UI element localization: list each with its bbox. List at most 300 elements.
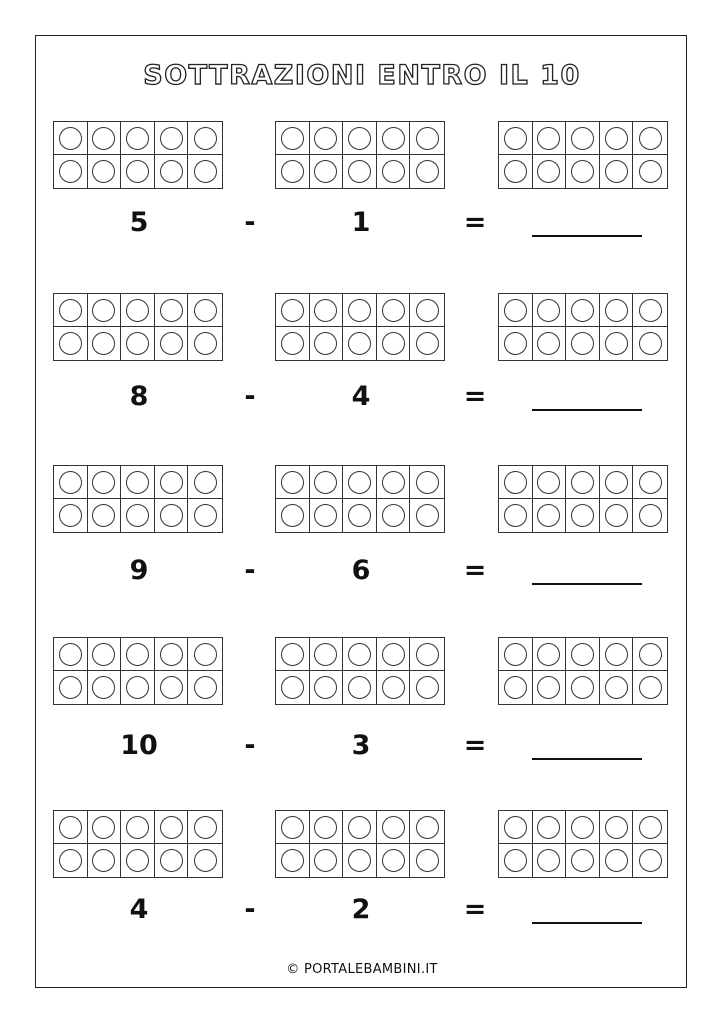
counter-circle-icon [194,816,217,839]
counter-circle-icon [605,299,628,322]
ten-frame-cell [121,499,155,532]
ten-frame-cell [499,671,533,704]
ten-frame-cell [600,155,634,188]
counter-circle-icon [639,471,662,494]
counter-circle-icon [281,849,304,872]
ten-frame-cell [343,155,377,188]
ten-frame-cell [410,466,444,499]
counter-circle-icon [537,160,560,183]
subtrahend: 1 [351,207,371,238]
ten-frame-cell [566,294,600,327]
answer-blank[interactable] [532,409,642,411]
minus-sign: - [244,381,256,412]
counter-circle-icon [126,849,149,872]
counter-circle-icon [416,676,439,699]
ten-frame-cell [600,844,634,877]
ten-frame-cell [600,294,634,327]
ten-frame-cell [88,294,122,327]
ten-frame-cell [88,499,122,532]
ten-frame-cell [276,671,310,704]
minuend: 8 [129,381,149,412]
counter-circle-icon [92,160,115,183]
counter-circle-icon [382,676,405,699]
counter-circle-icon [571,643,594,666]
counter-circle-icon [59,676,82,699]
ten-frame-cell [121,638,155,671]
ten-frame-cell [377,638,411,671]
ten-frame-cell [54,122,88,155]
counter-circle-icon [639,643,662,666]
ten-frame-cell [54,844,88,877]
ten-frame-cell [88,466,122,499]
counter-circle-icon [160,849,183,872]
counter-circle-icon [382,816,405,839]
counter-circle-icon [605,160,628,183]
counter-circle-icon [382,127,405,150]
copyright-footer: © PORTALEBAMBINI.IT [286,962,438,977]
ten-frame-cell [633,327,667,360]
problem-4-frames [0,637,724,707]
counter-circle-icon [416,816,439,839]
counter-circle-icon [571,816,594,839]
counter-circle-icon [504,127,527,150]
ten-frame-cell [566,638,600,671]
counter-circle-icon [348,471,371,494]
counter-circle-icon [194,299,217,322]
ten-frame-cell [499,122,533,155]
ten-frame-subtrahend [275,465,445,533]
counter-circle-icon [537,471,560,494]
subtrahend: 2 [351,894,371,925]
counter-circle-icon [537,643,560,666]
counter-circle-icon [605,332,628,355]
ten-frame-cell [310,155,344,188]
ten-frame-cell [310,122,344,155]
ten-frame-cell [533,155,567,188]
counter-circle-icon [348,299,371,322]
ten-frame-cell [410,327,444,360]
counter-circle-icon [194,676,217,699]
ten-frame-cell [121,466,155,499]
counter-circle-icon [605,643,628,666]
counter-circle-icon [537,676,560,699]
ten-frame-cell [310,844,344,877]
counter-circle-icon [504,471,527,494]
counter-circle-icon [314,332,337,355]
counter-circle-icon [281,127,304,150]
counter-circle-icon [59,504,82,527]
ten-frame-cell [499,811,533,844]
ten-frame-cell [276,638,310,671]
ten-frame-subtrahend [275,637,445,705]
minuend: 10 [120,730,158,761]
ten-frame-cell [633,811,667,844]
counter-circle-icon [314,816,337,839]
ten-frame-cell [343,638,377,671]
counter-circle-icon [126,504,149,527]
ten-frame-cell [633,466,667,499]
ten-frame-cell [499,638,533,671]
ten-frame-cell [155,499,189,532]
ten-frame-cell [54,327,88,360]
ten-frame-cell [121,155,155,188]
ten-frame-cell [121,122,155,155]
counter-circle-icon [639,332,662,355]
ten-frame-cell [377,671,411,704]
ten-frame-cell [533,638,567,671]
counter-circle-icon [571,160,594,183]
counter-circle-icon [571,332,594,355]
counter-circle-icon [281,299,304,322]
ten-frame-cell [600,327,634,360]
ten-frame-cell [377,811,411,844]
counter-circle-icon [416,849,439,872]
counter-circle-icon [314,471,337,494]
counter-circle-icon [92,332,115,355]
ten-frame-cell [276,844,310,877]
counter-circle-icon [59,127,82,150]
ten-frame-cell [54,671,88,704]
ten-frame-subtrahend [275,121,445,189]
ten-frame-minuend [53,810,223,878]
counter-circle-icon [348,643,371,666]
ten-frame-cell [155,638,189,671]
counter-circle-icon [194,504,217,527]
counter-circle-icon [314,299,337,322]
counter-circle-icon [281,332,304,355]
ten-frame-cell [88,122,122,155]
ten-frame-cell [155,811,189,844]
counter-circle-icon [92,471,115,494]
counter-circle-icon [194,160,217,183]
counter-circle-icon [382,643,405,666]
ten-frame-cell [566,155,600,188]
ten-frame-cell [566,499,600,532]
counter-circle-icon [416,299,439,322]
equals-sign: = [463,207,487,238]
ten-frame-cell [276,122,310,155]
ten-frame-cell [533,294,567,327]
ten-frame-cell [566,327,600,360]
counter-circle-icon [639,676,662,699]
counter-circle-icon [59,299,82,322]
counter-circle-icon [92,643,115,666]
ten-frame-cell [155,122,189,155]
counter-circle-icon [160,160,183,183]
ten-frame-cell [88,155,122,188]
counter-circle-icon [281,504,304,527]
ten-frame-cell [600,671,634,704]
ten-frame-cell [276,155,310,188]
ten-frame-cell [633,844,667,877]
counter-circle-icon [605,504,628,527]
counter-circle-icon [59,160,82,183]
counter-circle-icon [92,849,115,872]
counter-circle-icon [571,504,594,527]
problem-2-equation [0,377,724,417]
ten-frame-cell [343,499,377,532]
ten-frame-cell [410,294,444,327]
ten-frame-cell [410,638,444,671]
counter-circle-icon [504,332,527,355]
ten-frame-cell [54,294,88,327]
answer-blank[interactable] [532,235,642,237]
answer-blank[interactable] [532,922,642,924]
ten-frame-cell [566,811,600,844]
answer-blank[interactable] [532,758,642,760]
counter-circle-icon [639,816,662,839]
minuend: 9 [129,555,149,586]
counter-circle-icon [281,676,304,699]
counter-circle-icon [416,332,439,355]
counter-circle-icon [59,849,82,872]
ten-frame-cell [410,811,444,844]
subtrahend: 6 [351,555,371,586]
equals-sign: = [463,381,487,412]
ten-frame-cell [410,499,444,532]
counter-circle-icon [382,471,405,494]
counter-circle-icon [605,676,628,699]
ten-frame-cell [155,466,189,499]
minuend: 4 [129,894,149,925]
page-title: SOTTRAZIONI ENTRO IL 10 [143,60,581,91]
problem-5-frames [0,810,724,880]
ten-frame-cell [310,294,344,327]
counter-circle-icon [504,504,527,527]
ten-frame-cell [533,466,567,499]
ten-frame-cell [343,466,377,499]
ten-frame-cell [54,499,88,532]
counter-circle-icon [59,816,82,839]
ten-frame-cell [310,811,344,844]
ten-frame-cell [188,811,222,844]
ten-frame-cell [310,466,344,499]
ten-frame-cell [343,811,377,844]
ten-frame-cell [188,466,222,499]
problem-3-equation [0,551,724,591]
ten-frame-cell [410,671,444,704]
ten-frame-cell [377,122,411,155]
ten-frame-cell [155,671,189,704]
ten-frame-cell [188,155,222,188]
counter-circle-icon [281,643,304,666]
counter-circle-icon [160,504,183,527]
counter-circle-icon [314,160,337,183]
ten-frame-cell [600,122,634,155]
ten-frame-cell [600,811,634,844]
counter-circle-icon [281,160,304,183]
ten-frame-cell [499,327,533,360]
ten-frame-cell [566,671,600,704]
counter-circle-icon [314,643,337,666]
ten-frame-minuend [53,293,223,361]
counter-circle-icon [537,299,560,322]
ten-frame-cell [566,122,600,155]
ten-frame-cell [410,122,444,155]
ten-frame-cell [54,466,88,499]
counter-circle-icon [194,332,217,355]
ten-frame-cell [310,327,344,360]
counter-circle-icon [382,160,405,183]
counter-circle-icon [571,127,594,150]
counter-circle-icon [160,643,183,666]
counter-circle-icon [126,160,149,183]
counter-circle-icon [59,332,82,355]
counter-circle-icon [194,127,217,150]
counter-circle-icon [639,504,662,527]
ten-frame-cell [566,844,600,877]
counter-circle-icon [416,127,439,150]
counter-circle-icon [571,299,594,322]
equals-sign: = [463,894,487,925]
counter-circle-icon [537,816,560,839]
counter-circle-icon [126,676,149,699]
ten-frame-cell [600,638,634,671]
ten-frame-cell [343,844,377,877]
subtrahend: 3 [351,730,371,761]
answer-blank[interactable] [532,583,642,585]
ten-frame-cell [54,811,88,844]
problem-3-frames [0,465,724,535]
ten-frame-minuend [53,465,223,533]
ten-frame-cell [533,671,567,704]
ten-frame-cell [310,671,344,704]
counter-circle-icon [92,127,115,150]
ten-frame-cell [633,671,667,704]
counter-circle-icon [537,504,560,527]
counter-circle-icon [504,816,527,839]
counter-circle-icon [314,504,337,527]
counter-circle-icon [59,471,82,494]
ten-frame-cell [600,466,634,499]
counter-circle-icon [416,504,439,527]
ten-frame-cell [188,499,222,532]
counter-circle-icon [605,849,628,872]
ten-frame-cell [276,811,310,844]
counter-circle-icon [348,504,371,527]
counter-circle-icon [605,127,628,150]
ten-frame-cell [533,811,567,844]
counter-circle-icon [605,816,628,839]
counter-circle-icon [194,849,217,872]
counter-circle-icon [92,504,115,527]
counter-circle-icon [92,816,115,839]
counter-circle-icon [504,643,527,666]
counter-circle-icon [504,849,527,872]
ten-frame-cell [88,327,122,360]
ten-frame-cell [499,466,533,499]
ten-frame-minuend [53,637,223,705]
problem-1-frames [0,121,724,191]
counter-circle-icon [348,160,371,183]
counter-circle-icon [504,299,527,322]
ten-frame-result [498,810,668,878]
ten-frame-cell [155,844,189,877]
counter-circle-icon [160,127,183,150]
counter-circle-icon [348,816,371,839]
ten-frame-cell [533,844,567,877]
ten-frame-cell [188,844,222,877]
ten-frame-cell [121,671,155,704]
ten-frame-subtrahend [275,810,445,878]
counter-circle-icon [160,299,183,322]
ten-frame-cell [188,638,222,671]
ten-frame-cell [310,638,344,671]
counter-circle-icon [126,816,149,839]
ten-frame-cell [377,844,411,877]
ten-frame-cell [343,294,377,327]
subtrahend: 4 [351,381,371,412]
counter-circle-icon [416,471,439,494]
ten-frame-cell [566,466,600,499]
counter-circle-icon [160,676,183,699]
ten-frame-cell [155,294,189,327]
ten-frame-cell [276,499,310,532]
problem-5-equation [0,890,724,930]
counter-circle-icon [382,299,405,322]
counter-circle-icon [194,643,217,666]
ten-frame-cell [188,294,222,327]
ten-frame-cell [533,499,567,532]
ten-frame-cell [188,122,222,155]
counter-circle-icon [348,332,371,355]
ten-frame-cell [88,671,122,704]
counter-circle-icon [160,816,183,839]
ten-frame-cell [188,327,222,360]
counter-circle-icon [639,299,662,322]
problem-2-frames [0,293,724,363]
counter-circle-icon [314,676,337,699]
ten-frame-cell [276,327,310,360]
ten-frame-cell [377,466,411,499]
counter-circle-icon [571,676,594,699]
counter-circle-icon [126,643,149,666]
counter-circle-icon [537,332,560,355]
ten-frame-cell [54,638,88,671]
counter-circle-icon [504,160,527,183]
minus-sign: - [244,555,256,586]
ten-frame-cell [121,811,155,844]
ten-frame-cell [343,671,377,704]
counter-circle-icon [537,127,560,150]
equals-sign: = [463,555,487,586]
counter-circle-icon [194,471,217,494]
ten-frame-cell [410,155,444,188]
ten-frame-cell [276,466,310,499]
ten-frame-cell [377,294,411,327]
ten-frame-cell [88,638,122,671]
minus-sign: - [244,730,256,761]
ten-frame-cell [88,811,122,844]
counter-circle-icon [92,299,115,322]
ten-frame-cell [310,499,344,532]
counter-circle-icon [59,643,82,666]
minus-sign: - [244,207,256,238]
ten-frame-cell [121,844,155,877]
counter-circle-icon [126,332,149,355]
counter-circle-icon [92,676,115,699]
counter-circle-icon [504,676,527,699]
counter-circle-icon [160,471,183,494]
counter-circle-icon [314,127,337,150]
ten-frame-cell [410,844,444,877]
counter-circle-icon [416,160,439,183]
ten-frame-cell [533,327,567,360]
ten-frame-cell [633,499,667,532]
ten-frame-result [498,637,668,705]
minuend: 5 [129,207,149,238]
ten-frame-cell [54,155,88,188]
